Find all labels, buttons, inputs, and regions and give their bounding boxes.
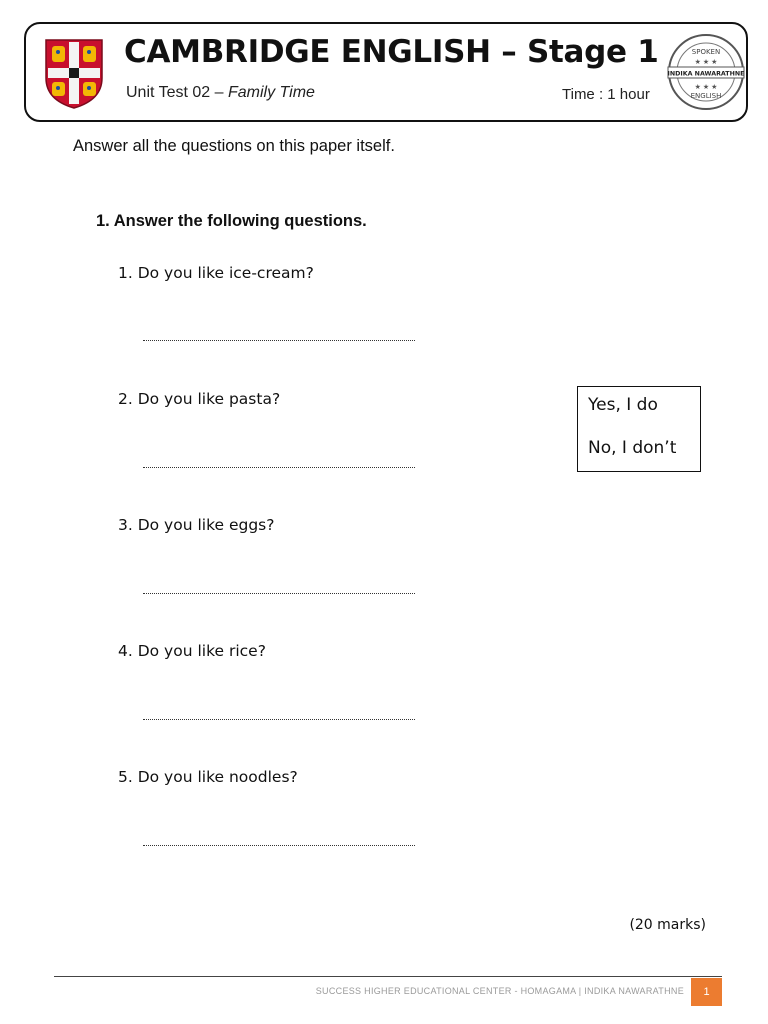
hint-no: No, I don’t [588, 438, 677, 458]
footer-divider [54, 976, 722, 977]
answer-line-5[interactable] [143, 845, 415, 846]
svg-text:★ ★ ★: ★ ★ ★ [694, 84, 718, 91]
svg-text:★ ★ ★: ★ ★ ★ [694, 59, 718, 66]
answer-line-1[interactable] [143, 340, 415, 341]
header [24, 22, 748, 122]
marks-total: (20 marks) [629, 917, 706, 933]
page-title: CAMBRIDGE ENGLISH – Stage 1 [124, 34, 659, 70]
seal-text-bottom: ENGLISH [690, 92, 722, 100]
question-5: 5. Do you like noodles? [118, 768, 298, 786]
section-title: Answer the following questions. [113, 212, 367, 230]
footer-text: SUCCESS HIGHER EDUCATIONAL CENTER - HOMAGAMA | INDIKA NAWARATHNE [315, 986, 684, 996]
hint-yes: Yes, I do [588, 395, 658, 415]
time-allowed: Time : 1 hour [562, 86, 650, 103]
instructions: Answer all the questions on this paper itself. [73, 137, 395, 155]
question-2: 2. Do you like pasta? [118, 390, 281, 408]
page-number-badge: 1 [691, 978, 722, 1006]
question-3: 3. Do you like eggs? [118, 516, 275, 534]
seal-text-top: SPOKEN [691, 48, 721, 56]
answer-line-4[interactable] [143, 719, 415, 720]
section-number: 1. [96, 212, 110, 230]
unit-label: Unit Test 02 – [126, 84, 228, 101]
cambridge-crest-logo [44, 38, 104, 110]
question-1: 1. Do you like ice-cream? [118, 264, 314, 282]
unit-topic: Family Time [227, 84, 315, 101]
seal-text-middle: INDIKA NAWARATHNE [667, 70, 745, 78]
section-heading [96, 212, 367, 231]
answer-line-2[interactable] [143, 467, 415, 468]
answer-hint-box [577, 386, 701, 472]
spoken-english-seal-logo [666, 32, 746, 112]
unit-info [126, 84, 315, 102]
question-4: 4. Do you like rice? [118, 642, 266, 660]
answer-line-3[interactable] [143, 593, 415, 594]
